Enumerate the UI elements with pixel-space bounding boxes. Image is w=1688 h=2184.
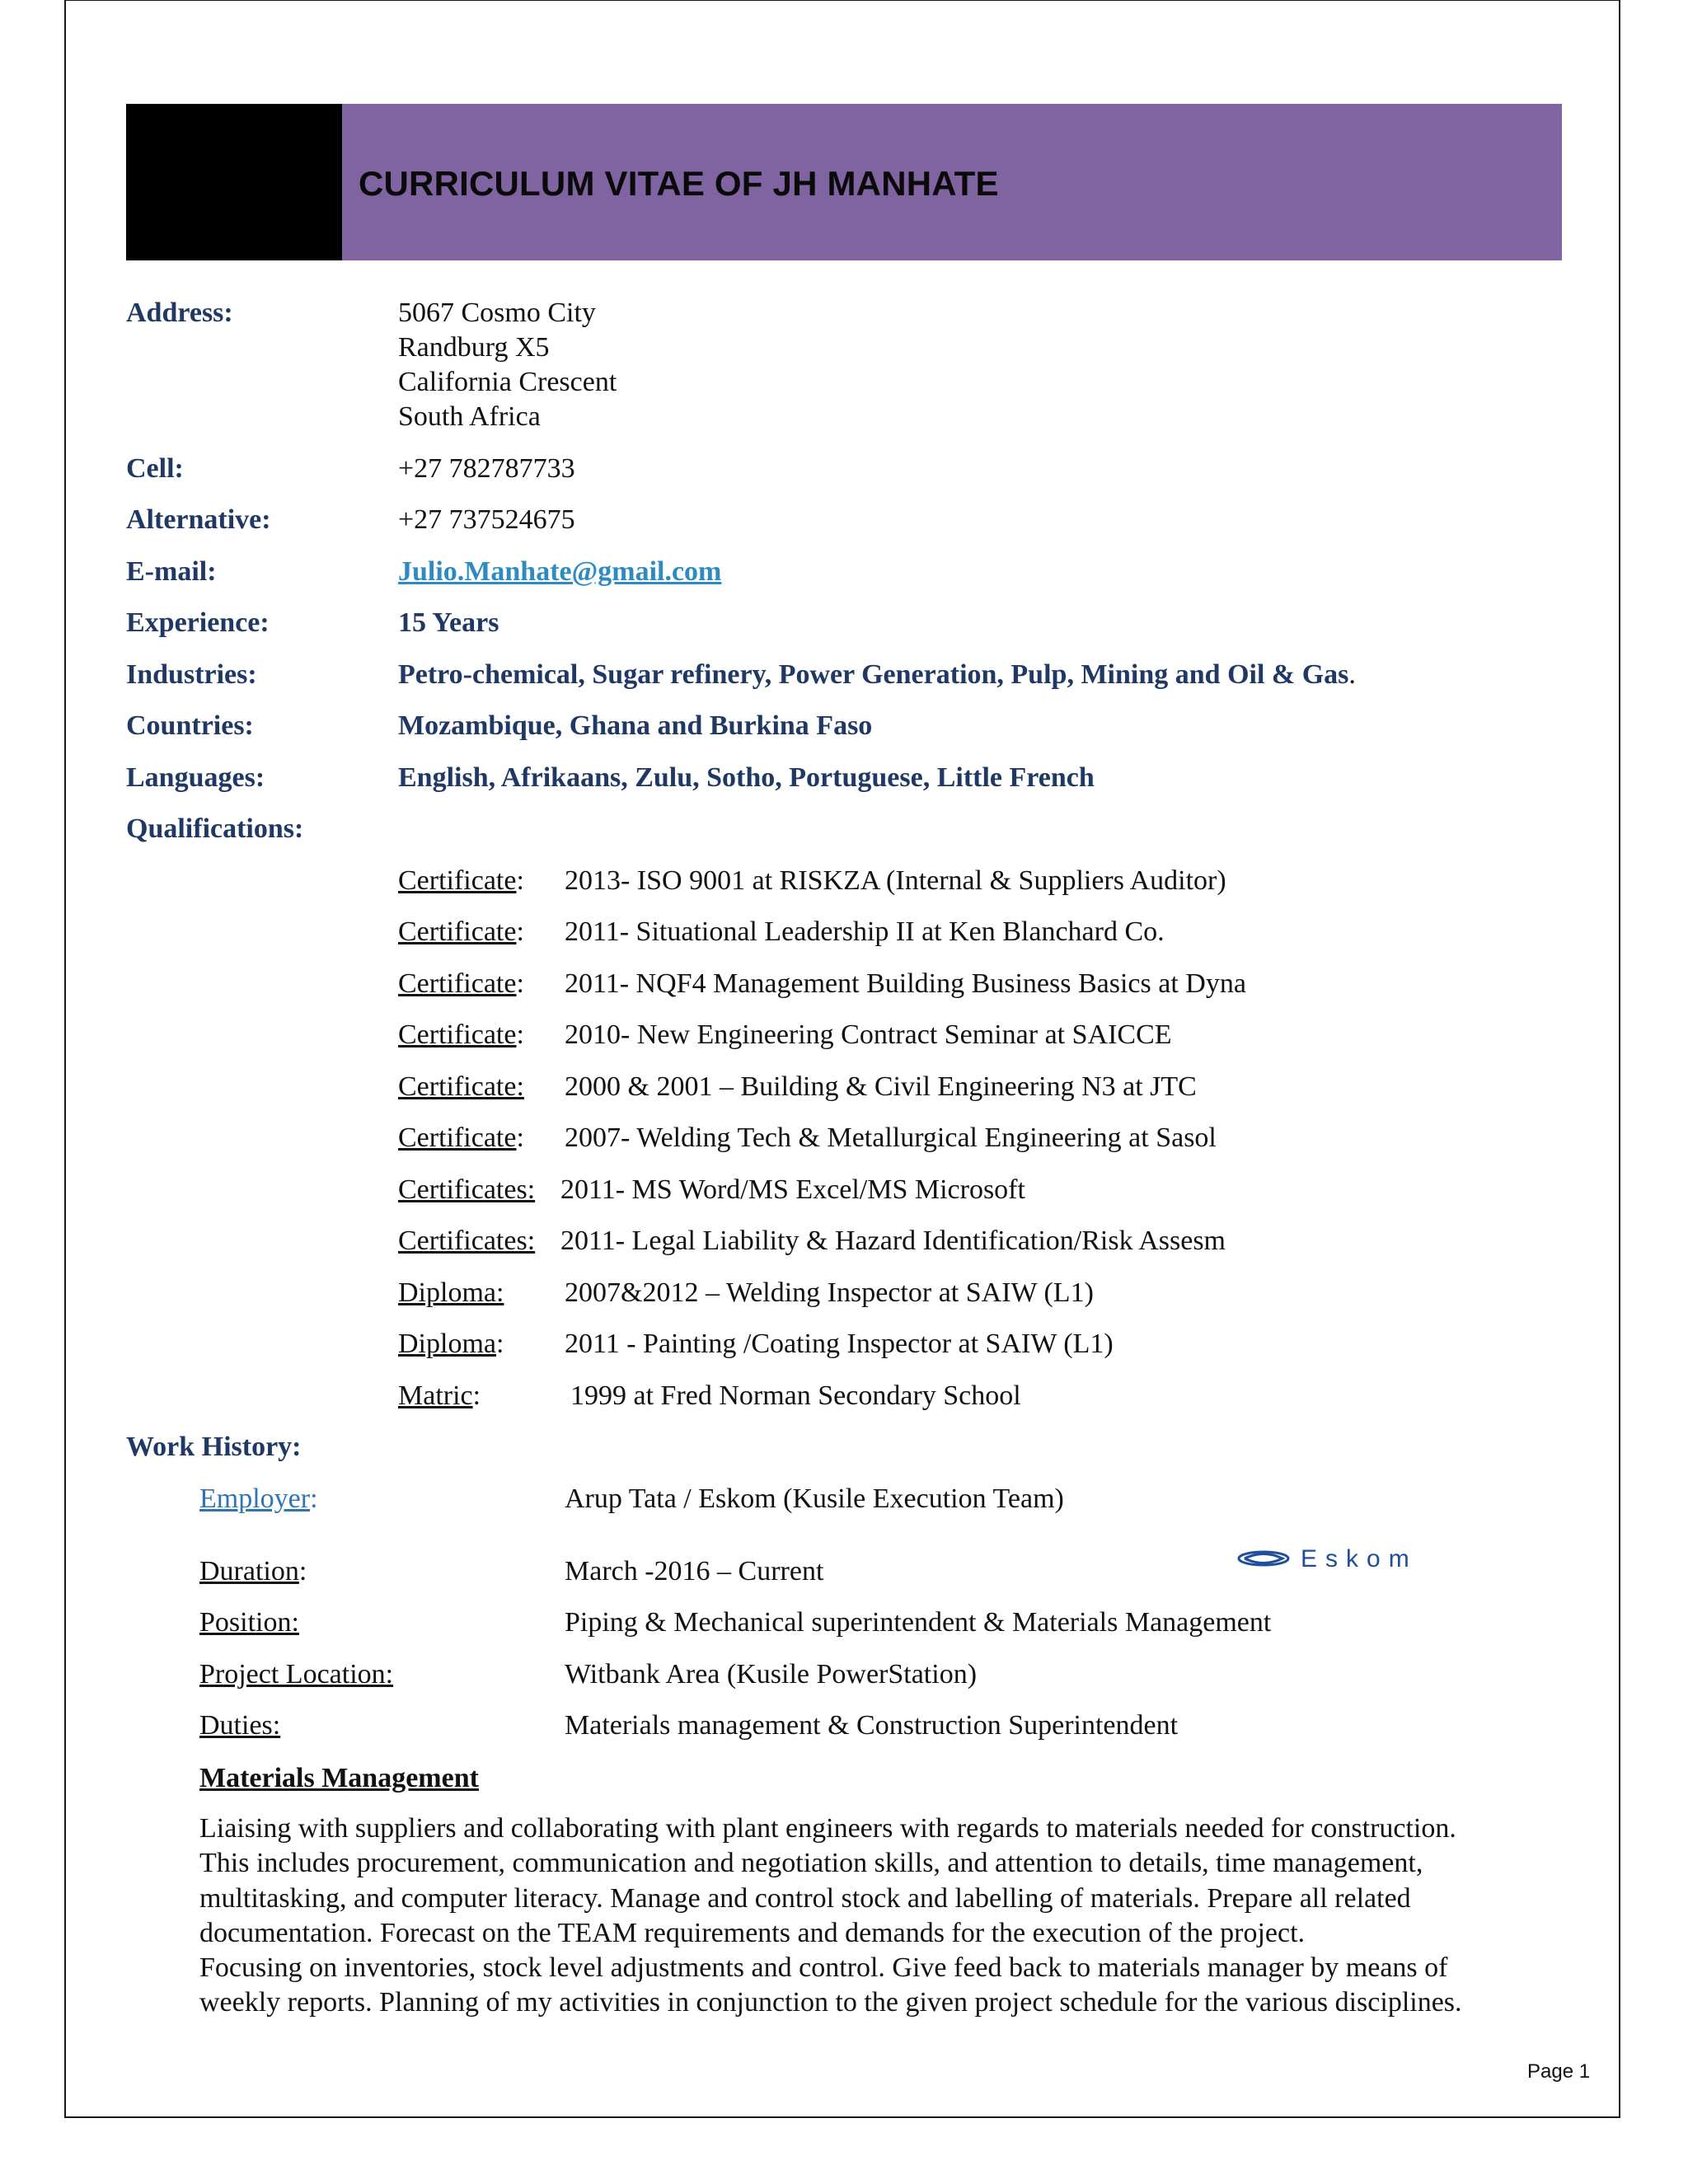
page-number: Page 1 (1527, 2060, 1591, 2083)
duties-label: Duties: (199, 1710, 281, 1741)
header-band (126, 104, 1562, 260)
eskom-logo (1235, 1538, 1482, 1579)
address-line: Randburg X5 (398, 332, 550, 363)
duties-value: Materials management & Construction Superintendent (565, 1710, 1179, 1741)
qualification-text: 2011- Situational Leadership II at Ken Blanchard Co. (565, 916, 1165, 947)
qualification-text: 2013- ISO 9001 at RISKZA (Internal & Suppliers Auditor) (565, 865, 1226, 896)
industries-label: Industries: (126, 659, 257, 690)
page-border (64, 0, 1620, 2118)
employer-value: Arup Tata / Eskom (Kusile Execution Team) (565, 1483, 1064, 1514)
location-value: Witbank Area (Kusile PowerStation) (565, 1659, 978, 1690)
qualification-text: 2011- Legal Liability & Hazard Identification/Risk Assesm (560, 1226, 1226, 1256)
address-line: California Crescent (398, 367, 617, 397)
qualification-type: Certificate: (398, 1071, 524, 1102)
position-label: Position: (199, 1607, 299, 1638)
qualification-text: 2011- MS Word/MS Excel/MS Microsoft (560, 1174, 1025, 1205)
eskom-logo-icon (1239, 1552, 1288, 1565)
qualification-type: Certificate: (398, 1122, 524, 1153)
qualification-type: Certificates: (398, 1226, 536, 1256)
eskom-logo-text: Eskom (1301, 1545, 1418, 1572)
address-line: South Africa (398, 401, 541, 432)
alternative-value: +27 737524675 (398, 504, 575, 535)
qualification-text: 2000 & 2001 – Building & Civil Engineering N3 at JTC (565, 1071, 1197, 1102)
alternative-label: Alternative: (126, 504, 271, 535)
position-value: Piping & Mechanical superintendent & Materials Management (565, 1607, 1272, 1638)
qualification-text: 2007&2012 – Welding Inspector at SAIW (L1) (565, 1277, 1094, 1308)
materials-management-heading: Materials Management (199, 1763, 479, 1793)
qualifications-label: Qualifications: (126, 813, 304, 844)
qualification-text: 2010- New Engineering Contract Seminar at SAICCE (565, 1019, 1172, 1050)
experience-value: 15 Years (398, 607, 499, 638)
email-label: E-mail: (126, 556, 217, 587)
qualification-type: Certificates: (398, 1174, 536, 1205)
paragraph-line: Focusing on inventories, stock level adjustments and control. Give feed back to materials manager by means of (199, 1952, 1448, 1984)
languages-value: English, Afrikaans, Zulu, Sotho, Portuguese, Little French (398, 762, 1095, 793)
header-black-block (126, 104, 342, 260)
work-history-label: Work History: (126, 1432, 302, 1462)
qualification-text: 2011- NQF4 Management Building Business Basics at Dyna (565, 968, 1246, 999)
cell-label: Cell: (126, 453, 184, 484)
email-link[interactable]: Julio.Manhate@gmail.com (398, 556, 722, 587)
address-value (398, 296, 617, 434)
duration-label: Duration: (199, 1556, 307, 1586)
address-line: 5067 Cosmo City (398, 298, 596, 328)
qualification-type: Certificate: (398, 1019, 524, 1050)
header-purple-block (342, 104, 1562, 260)
paragraph-line: Liaising with suppliers and collaborating with plant engineers with regards to materials needed for construction. (199, 1813, 1456, 1844)
address-label: Address: (126, 298, 233, 328)
location-label: Project Location: (199, 1659, 394, 1690)
qualification-text: 1999 at Fred Norman Secondary School (570, 1380, 1021, 1411)
countries-label: Countries: (126, 710, 254, 741)
languages-label: Languages: (126, 762, 265, 793)
countries-value: Mozambique, Ghana and Burkina Faso (398, 710, 873, 741)
qualification-type: Diploma: (398, 1329, 504, 1359)
qualification-text: 2011 - Painting /Coating Inspector at SAIW (L1) (565, 1329, 1114, 1359)
qualification-type: Certificate: (398, 968, 524, 999)
duration-value: March -2016 – Current (565, 1556, 824, 1586)
page-title: CURRICULUM VITAE OF JH MANHATE (359, 164, 999, 203)
qualification-type: Matric: (398, 1380, 481, 1411)
qualification-type: Certificate: (398, 865, 524, 896)
qualification-text: 2007- Welding Tech & Metallurgical Engineering at Sasol (565, 1122, 1217, 1153)
qualification-type: Certificate: (398, 916, 524, 947)
experience-label: Experience: (126, 607, 270, 638)
paragraph-line: multitasking, and computer literacy. Manage and control stock and labelling of materials. Prepare all related (199, 1882, 1411, 1914)
paragraph-line: weekly reports. Planning of my activities in conjunction to the given project schedule for the various disciplines. (199, 1987, 1462, 2018)
paragraph-line: This includes procurement, communication and negotiation skills, and attention to details, time management, (199, 1848, 1423, 1879)
employer-label: Employer: (199, 1483, 318, 1514)
qualification-type: Diploma: (398, 1277, 504, 1308)
cell-value: +27 782787733 (398, 453, 575, 484)
industries-value: Petro-chemical, Sugar refinery, Power Generation, Pulp, Mining and Oil & Gas. (398, 659, 1356, 690)
materials-management-paragraph (199, 1811, 1584, 2021)
paragraph-line: documentation. Forecast on the TEAM requirements and demands for the execution of the project. (199, 1917, 1306, 1948)
